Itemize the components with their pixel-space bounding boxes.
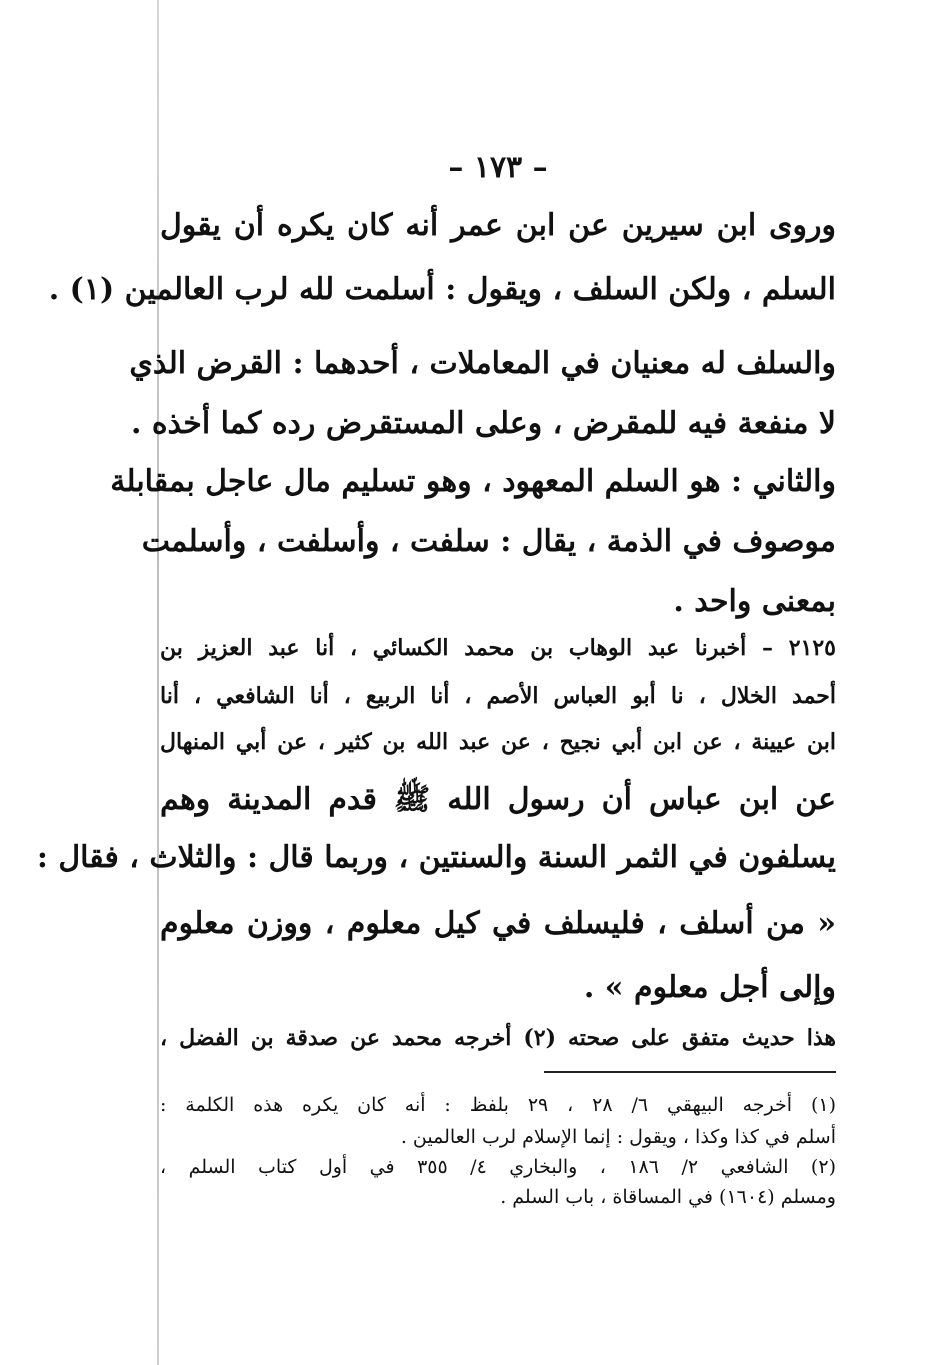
book-page (36, 0, 836, 1365)
hadith-line: « من أسلف ، فليسلف في كيل معلوم ، ووزن معلوم (160, 906, 836, 941)
footnote-line: ومسلم (١٦٠٤) في المساقاة ، باب السلم . (500, 1186, 836, 1208)
hadith-line: يسلفون في الثمر السنة والسنتين ، وربما قال : والثلاث ، فقال : (36, 840, 836, 875)
footnote-line: (٢) الشافعي ٢/ ١٨٦ ، والبخاري ٤/ ٣٥٥ في أول كتاب السلم ، (160, 1156, 836, 1178)
isnad-line: ابن عيينة ، عن ابن أبي نجيح ، عن عبد الله بن كثير ، عن أبي المنهال (160, 729, 836, 755)
footnote-line: (١) أخرجه البيهقي ٦/ ٢٨ ، ٢٩ بلفظ : أنه كان يكره هذه الكلمة : (160, 1094, 836, 1116)
body-line: بمعنى واحد . (673, 584, 836, 619)
scan-page-edge (157, 0, 159, 1365)
hadith-line: وإلى أجل معلوم » . (583, 970, 836, 1005)
hadith-line: عن ابن عباس أن رسول الله ﷺ قدم المدينة وهم (160, 782, 836, 817)
body-line: وروى ابن سيرين عن ابن عمر أنه كان يكره أن يقول (160, 208, 836, 243)
body-line: السلم ، ولكن السلف ، ويقول : أسلمت لله لرب العالمين (١) . (48, 272, 836, 307)
body-line: موصوف في الذمة ، يقال : سلفت ، وأسلفت ، وأسلمت (141, 524, 836, 559)
isnad-line: ٢١٢٥ – أخبرنا عبد الوهاب بن محمد الكسائي ، أنا عبد العزيز بن (160, 635, 836, 661)
body-line: لا منفعة فيه للمقرض ، وعلى المستقرض رده كما أخذه . (130, 406, 836, 441)
body-line: والسلف له معنيان في المعاملات ، أحدهما : القرض الذي (129, 346, 836, 381)
footnote-separator (544, 1071, 836, 1073)
isnad-line: أحمد الخلال ، نا أبو العباس الأصم ، أنا الربيع ، أنا الشافعي ، أنا (160, 683, 836, 709)
body-line: والثاني : هو السلم المعهود ، وهو تسليم مال عاجل بمقابلة (110, 464, 836, 499)
page-number: – ١٧٣ – (448, 150, 548, 185)
footnote-line: أسلم في كذا وكذا ، ويقول : إنما الإسلام لرب العالمين . (400, 1126, 836, 1148)
takhrij-line: هذا حديث متفق على صحته (٢) أخرجه محمد عن صدقة بن الفضل ، (160, 1025, 836, 1051)
